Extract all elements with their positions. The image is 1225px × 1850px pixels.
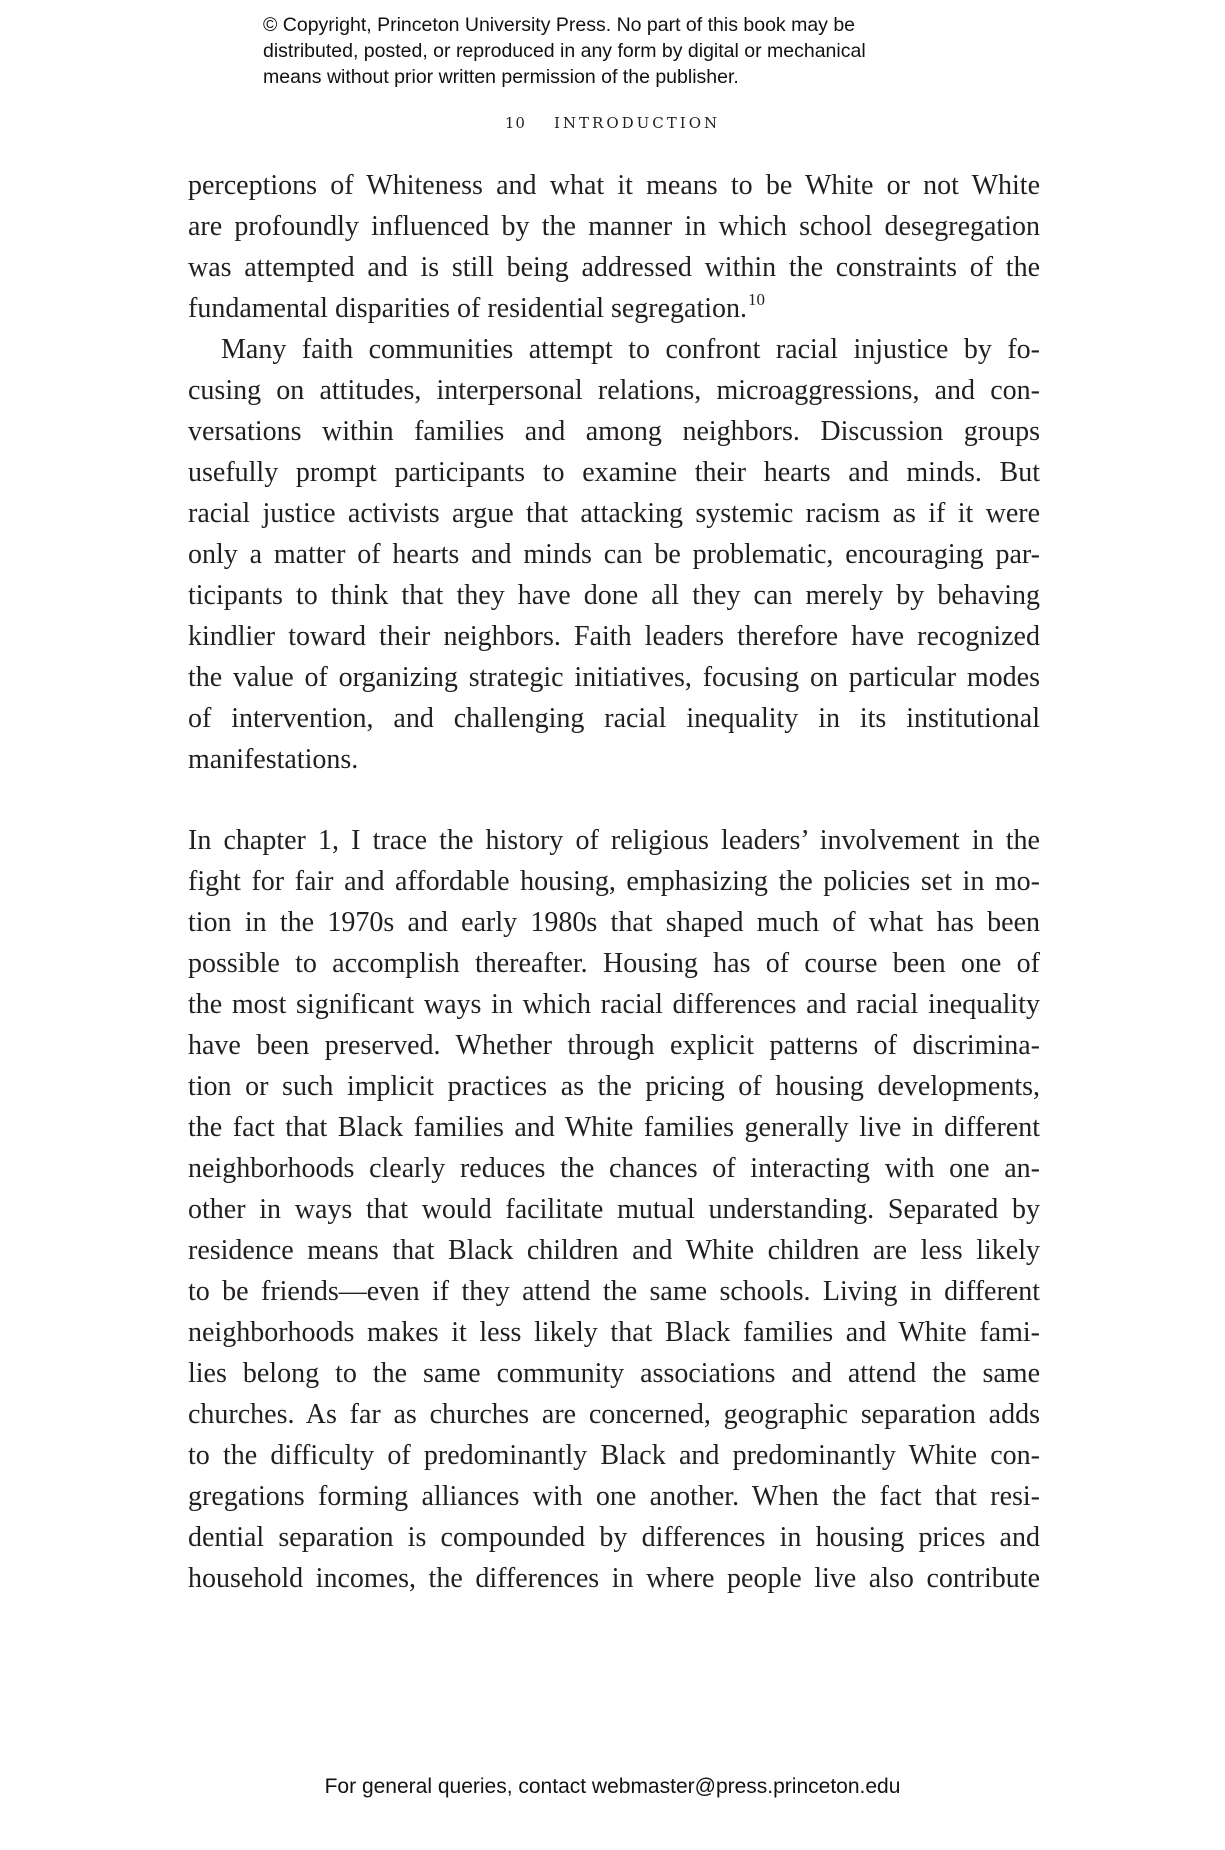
- text-line: household incomes, the differences in where people live also contribute: [188, 1563, 1040, 1594]
- text-line: of intervention, and challenging racial inequality in its institutional: [188, 703, 1040, 734]
- text-line: cusing on attitudes, interpersonal relations, microaggressions, and con-: [188, 375, 1040, 406]
- text-line: Many faith communities attempt to confront racial injustice by fo-: [221, 334, 1040, 365]
- paragraph-faith-communities: [188, 329, 1040, 780]
- text-line: ticipants to think that they have done all they can merely by behaving: [188, 580, 1040, 611]
- text-line: the most significant ways in which racial differences and racial inequality: [188, 989, 1040, 1020]
- text-line: tion or such implicit practices as the pricing of housing developments,: [188, 1071, 1040, 1102]
- running-head: [0, 114, 1225, 132]
- text-line: the value of organizing strategic initiatives, focusing on particular modes: [188, 662, 1040, 693]
- page-number: 10: [504, 114, 526, 132]
- text-line: fight for fair and affordable housing, emphasizing the policies set in mo-: [188, 866, 1040, 897]
- text-line: to be friends—even if they attend the same schools. Living in different: [188, 1276, 1040, 1307]
- text-line: other in ways that would facilitate mutual understanding. Separated by: [188, 1194, 1040, 1225]
- text-line: churches. As far as churches are concerned, geographic separation adds: [188, 1399, 1040, 1430]
- running-title: INTRODUCTION: [553, 114, 721, 132]
- copyright-line: means without prior written permission of the publisher.: [263, 66, 739, 88]
- text-line: gregations forming alliances with one another. When the fact that resi-: [188, 1481, 1040, 1512]
- text-line: are profoundly influenced by the manner in which school desegregation: [188, 211, 1040, 242]
- text-line: racial justice activists argue that attacking systemic racism as if it were: [188, 498, 1040, 529]
- text-line: usefully prompt participants to examine their hearts and minds. But: [188, 457, 1040, 488]
- paragraph-continuation: [188, 165, 1040, 329]
- text-line: have been preserved. Whether through explicit patterns of discrimina-: [188, 1030, 1040, 1061]
- text-line: versations within families and among neighbors. Discussion groups: [188, 416, 1040, 447]
- footer-contact: For general queries, contact webmaster@press.princeton.edu: [324, 1775, 901, 1798]
- text-line: residence means that Black children and White children are less likely: [188, 1235, 1040, 1266]
- footnote-marker: 10: [748, 290, 766, 309]
- text-line: In chapter 1, I trace the history of religious leaders’ involvement in the: [188, 825, 1040, 856]
- text-line: fundamental disparities of residential segregation.: [188, 293, 748, 324]
- text-line: neighborhoods makes it less likely that Black families and White fami-: [188, 1317, 1040, 1348]
- text-line: possible to accomplish thereafter. Housing has of course been one of: [188, 948, 1040, 979]
- text-line: neighborhoods clearly reduces the chances of interacting with one an-: [188, 1153, 1040, 1184]
- paragraph-chapter-one: [188, 820, 1040, 1599]
- copyright-line: distributed, posted, or reproduced in any form by digital or mechanical: [263, 40, 866, 62]
- text-line: the fact that Black families and White families generally live in different: [188, 1112, 1040, 1143]
- text-line: tion in the 1970s and early 1980s that shaped much of what has been: [188, 907, 1040, 938]
- text-line: to the difficulty of predominantly Black and predominantly White con-: [188, 1440, 1040, 1471]
- text-line: only a matter of hearts and minds can be problematic, encouraging par-: [188, 539, 1040, 570]
- text-line: perceptions of Whiteness and what it means to be White or not White: [188, 170, 1040, 201]
- body-text: [188, 165, 1040, 1599]
- text-line: manifestations.: [188, 744, 359, 775]
- text-line: lies belong to the same community associations and attend the same: [188, 1358, 1040, 1389]
- text-line: was attempted and is still being addressed within the constraints of the: [188, 252, 1040, 283]
- copyright-line: © Copyright, Princeton University Press. No part of this book may be: [263, 14, 856, 36]
- section-break: [188, 780, 1040, 820]
- copyright-notice: [263, 12, 1023, 90]
- text-line-with-note: [188, 288, 1040, 329]
- text-line: kindlier toward their neighbors. Faith leaders therefore have recognized: [188, 621, 1040, 652]
- text-line: dential separation is compounded by differences in housing prices and: [188, 1522, 1040, 1553]
